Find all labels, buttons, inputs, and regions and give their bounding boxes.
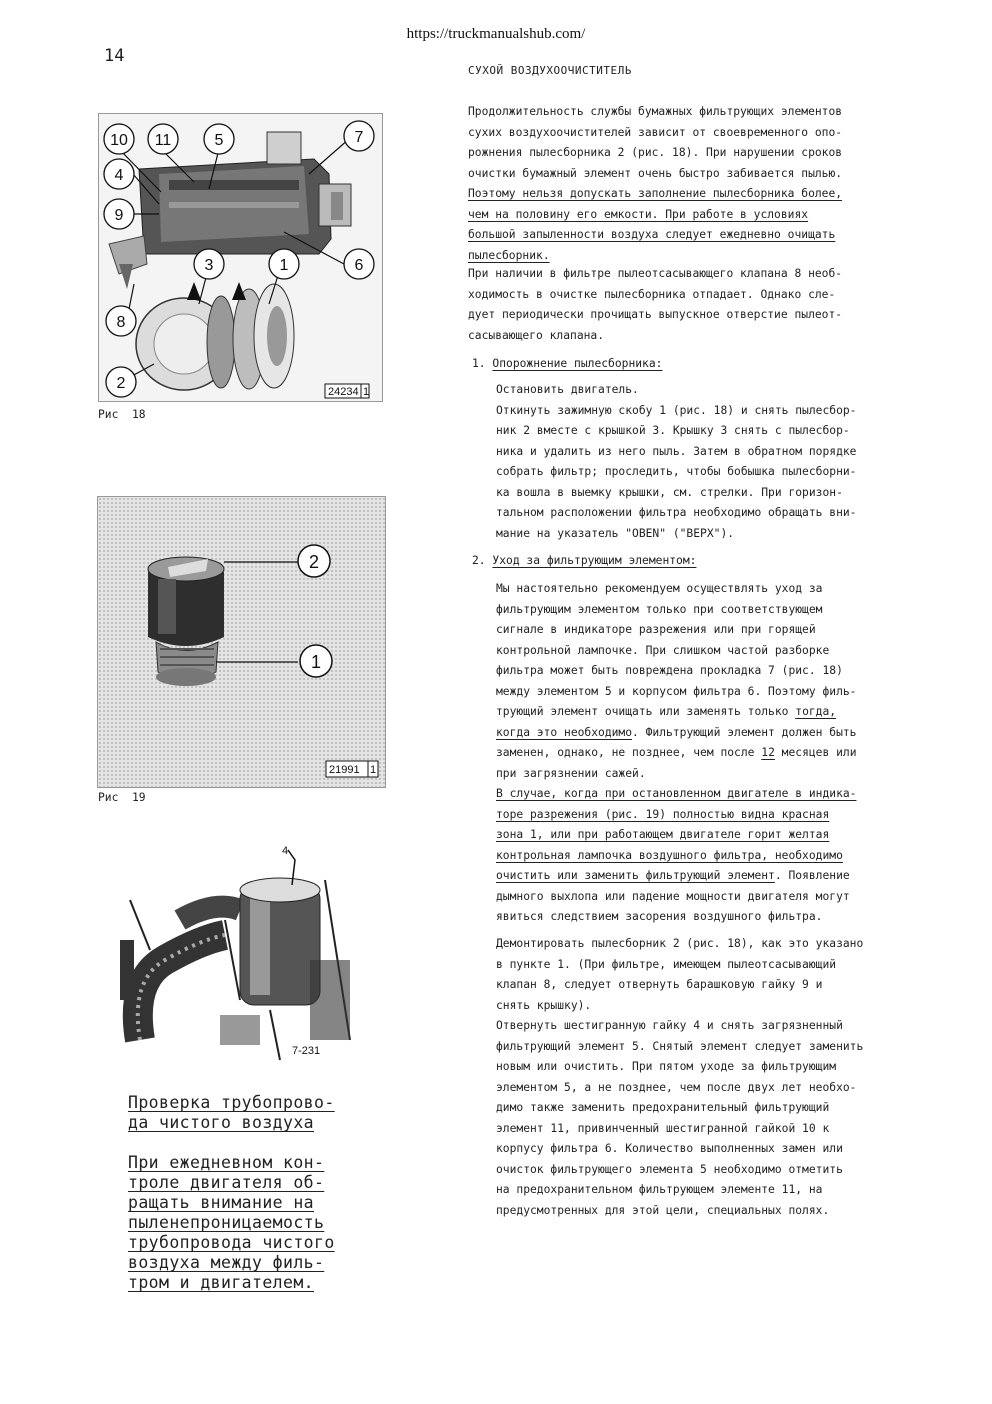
text-line: в пункте 1. (При фильтре, имеющем пылеотсасывающий — [496, 957, 837, 971]
text-line: Поэтому нельзя допускать заполнение пылесборника более, — [468, 187, 843, 200]
text-line-emphasis: торе разрежения (рис. 19) полностью видна красная — [496, 807, 830, 821]
text-line: сухих воздухоочистителей зависит от своевременного опо- — [468, 125, 843, 139]
text-line-emphasis: контрольная лампочка воздушного фильтра, необходимо — [496, 848, 843, 862]
text-line: Остановить двигатель. — [496, 383, 639, 396]
text-line: ка вошла в выемку крышки, см. стрелки. При горизон- — [496, 485, 843, 499]
text-line: фильтра может быть повреждена прокладка 7 (рис. 18) — [496, 664, 843, 677]
text-line: явиться следствием засорения воздушного фильтра. — [496, 910, 823, 923]
text-line: Продолжительность службы бумажных фильтрующих элементов — [468, 105, 843, 118]
figure-18-drawing — [99, 114, 382, 401]
section-2-heading — [472, 551, 696, 572]
figure-19-ref-suffix: 1 — [370, 764, 377, 776]
clean-air-pipe-drawing — [120, 840, 360, 1070]
text-line: сасывающего клапана. — [468, 328, 605, 342]
text-line: . Появление — [774, 869, 850, 882]
dismantle-paragraph — [496, 934, 863, 1221]
text-line: новым или очистить. При пятом уходе за фильтрующим — [496, 1060, 837, 1073]
text-line: При ежедневном кон- — [128, 1153, 325, 1172]
text-line: сигнале в индикаторе разрежения или при горящей — [496, 623, 816, 636]
pipe-figure-ref: 7-231 — [292, 1045, 321, 1057]
figure-19-ref: 21991 — [329, 764, 360, 776]
pipe-check-body — [128, 1153, 335, 1293]
callout-5: 5 — [214, 132, 224, 149]
callout-9: 9 — [114, 207, 124, 224]
text-line: пылесборник. — [468, 248, 550, 262]
text-line: ник 2 вместе с крышкой 3. Крышку 3 снять с пылесбор- — [496, 424, 850, 437]
callout-1: 1 — [279, 257, 289, 274]
text-line: большой запыленности воздуха следует ежедневно очищать — [468, 228, 836, 241]
text-line-emphasis: тогда, — [795, 705, 837, 718]
text-line-emphasis: зона 1, или при работающем двигателе горит желтая — [496, 828, 830, 841]
section-number: 2. — [472, 554, 486, 567]
text-line: при загрязнении сажей. — [496, 766, 646, 780]
text-line: очисток фильтрующего элемента 5 необходимо отметить — [496, 1162, 843, 1176]
text-line: элемент 11, привинченный шестигранной гайкой 10 к — [496, 1121, 830, 1135]
section-heading-text: Опорожнение пылесборника: — [492, 357, 663, 370]
text-line-emphasis: 12 — [761, 746, 775, 759]
text-line: на предохранительном фильтрующем элементе 11, на — [496, 1183, 823, 1196]
section-number: 1. — [472, 357, 486, 370]
text-line: Демонтировать пылесборник 2 (рис. 18), как это указано — [496, 937, 864, 950]
figure-18-ref: 24234 — [328, 386, 359, 398]
callout-7: 7 — [354, 129, 364, 146]
figure-18-ref-suffix: 1 — [363, 386, 370, 398]
text-line: фильтрующий элемент 5. Снятый элемент следует заменить — [496, 1039, 864, 1053]
text-line: тром и двигателем. — [128, 1273, 315, 1292]
text-line: собрать фильтр; проследить, чтобы бобышка пылесборни- — [496, 465, 857, 478]
text-line: очистки бумажный элемент очень быстро забивается пылью. — [468, 166, 843, 180]
text-line: предусмотренных для этой цели, специальных полях. — [496, 1203, 830, 1217]
section-1-heading — [472, 354, 662, 375]
source-url[interactable]: https://truckmanualshub.com/ — [406, 26, 586, 42]
text-line: трубопровода чистого — [128, 1233, 335, 1252]
text-line: контрольной лампочке. При слишком частой разборке — [496, 643, 830, 657]
callout-8: 8 — [116, 314, 126, 331]
callout-4: 4 — [114, 167, 124, 184]
text-line: ходимость в очистке пылесборника отпадает. Однако сле- — [468, 287, 836, 301]
text-line: заменен, однако, не позднее, чем после — [496, 746, 762, 759]
callout-2: 2 — [116, 375, 126, 392]
text-line: ращать внимание на — [128, 1193, 315, 1212]
text-line: месяцев или — [774, 746, 857, 759]
text-line-emphasis: В случае, когда при остановленном двигателе в индика- — [496, 787, 857, 800]
text-line: Отвернуть шестигранную гайку 4 и снять загрязненный — [496, 1019, 843, 1032]
text-line: мание на указатель "OBEN" ("ВЕРХ"). — [496, 526, 735, 540]
text-line: рожнения пылесборника 2 (рис. 18). При нарушении сроков — [468, 146, 843, 159]
text-line: дымного выхлопа или падение мощности двигателя могут — [496, 889, 850, 903]
text-line: Мы настоятельно рекомендуем осуществлять уход за — [496, 582, 823, 595]
callout-6: 6 — [354, 257, 364, 274]
callout-10: 10 — [110, 132, 128, 149]
text-line: чем на половину его емкости. При работе в условиях — [468, 207, 809, 221]
figure-19-indicator-photo — [97, 496, 386, 788]
text-line-emphasis: очистить или заменить фильтрующий элемент — [496, 869, 775, 882]
section-title: СУХОЙ ВОЗДУХООЧИСТИТЕЛЬ — [468, 64, 632, 77]
text-line: элементом 5, а не позднее, чем после двух лет необхо- — [496, 1080, 857, 1094]
text-line: При наличии в фильтре пылеотсасывающего клапана 8 необ- — [468, 267, 843, 280]
clean-air-pipe-photo — [120, 840, 360, 1070]
text-line-emphasis: когда это необходимо — [496, 725, 633, 739]
text-line: корпусу фильтра 6. Количество выполненных замен или — [496, 1142, 843, 1155]
figure-18-air-cleaner-photo — [98, 113, 383, 402]
text-line: . Фильтрующий элемент должен быть — [632, 725, 857, 739]
text-line: воздуха между филь- — [128, 1253, 325, 1272]
heading-line: Проверка трубопрово- — [128, 1093, 335, 1112]
figure-19-drawing — [98, 497, 385, 787]
valve-note-paragraph — [468, 264, 842, 346]
callout-1: 1 — [310, 652, 322, 672]
text-line: клапан 8, следует отвернуть барашковую гайку 9 и — [496, 978, 823, 991]
text-line: между элементом 5 и корпусом фильтра 6. Поэтому филь- — [496, 684, 857, 698]
text-line: тальном расположении фильтра необходимо обращать вни- — [496, 506, 857, 519]
text-line: троле двигателя об- — [128, 1173, 325, 1192]
text-line: димо также заменить предохранительный фильтрующий — [496, 1101, 830, 1114]
figure-19-caption: Рис 19 — [98, 791, 146, 804]
callout-11: 11 — [154, 132, 172, 149]
intro-paragraph — [468, 102, 842, 266]
section-1-body — [496, 380, 856, 544]
callout-3: 3 — [204, 257, 214, 274]
page-number: 14 — [104, 46, 125, 66]
pipe-check-heading — [128, 1093, 335, 1133]
text-line: фильтрующим элементом только при соответствующем — [496, 602, 823, 616]
figure-18-caption: Рис 18 — [98, 408, 146, 421]
heading-line: да чистого воздуха — [128, 1113, 315, 1132]
text-line: Откинуть зажимную скобу 1 (рис. 18) и снять пылесбор- — [496, 403, 857, 417]
text-line: ника и удалить из него пыль. Затем в обратном порядке — [496, 444, 857, 458]
text-line: пыленепроницаемость — [128, 1213, 325, 1232]
text-line: дует периодически прочищать выпускное отверстие пылеот- — [468, 308, 843, 321]
callout-2: 2 — [308, 552, 320, 572]
text-line: трующий элемент очищать или заменять только — [496, 705, 796, 718]
section-heading-text: Уход за фильтрующим элементом: — [492, 554, 697, 567]
section-2-body — [496, 579, 857, 928]
pipe-figure-mark: 4 — [282, 845, 289, 857]
text-line: снять крышку). — [496, 998, 592, 1012]
